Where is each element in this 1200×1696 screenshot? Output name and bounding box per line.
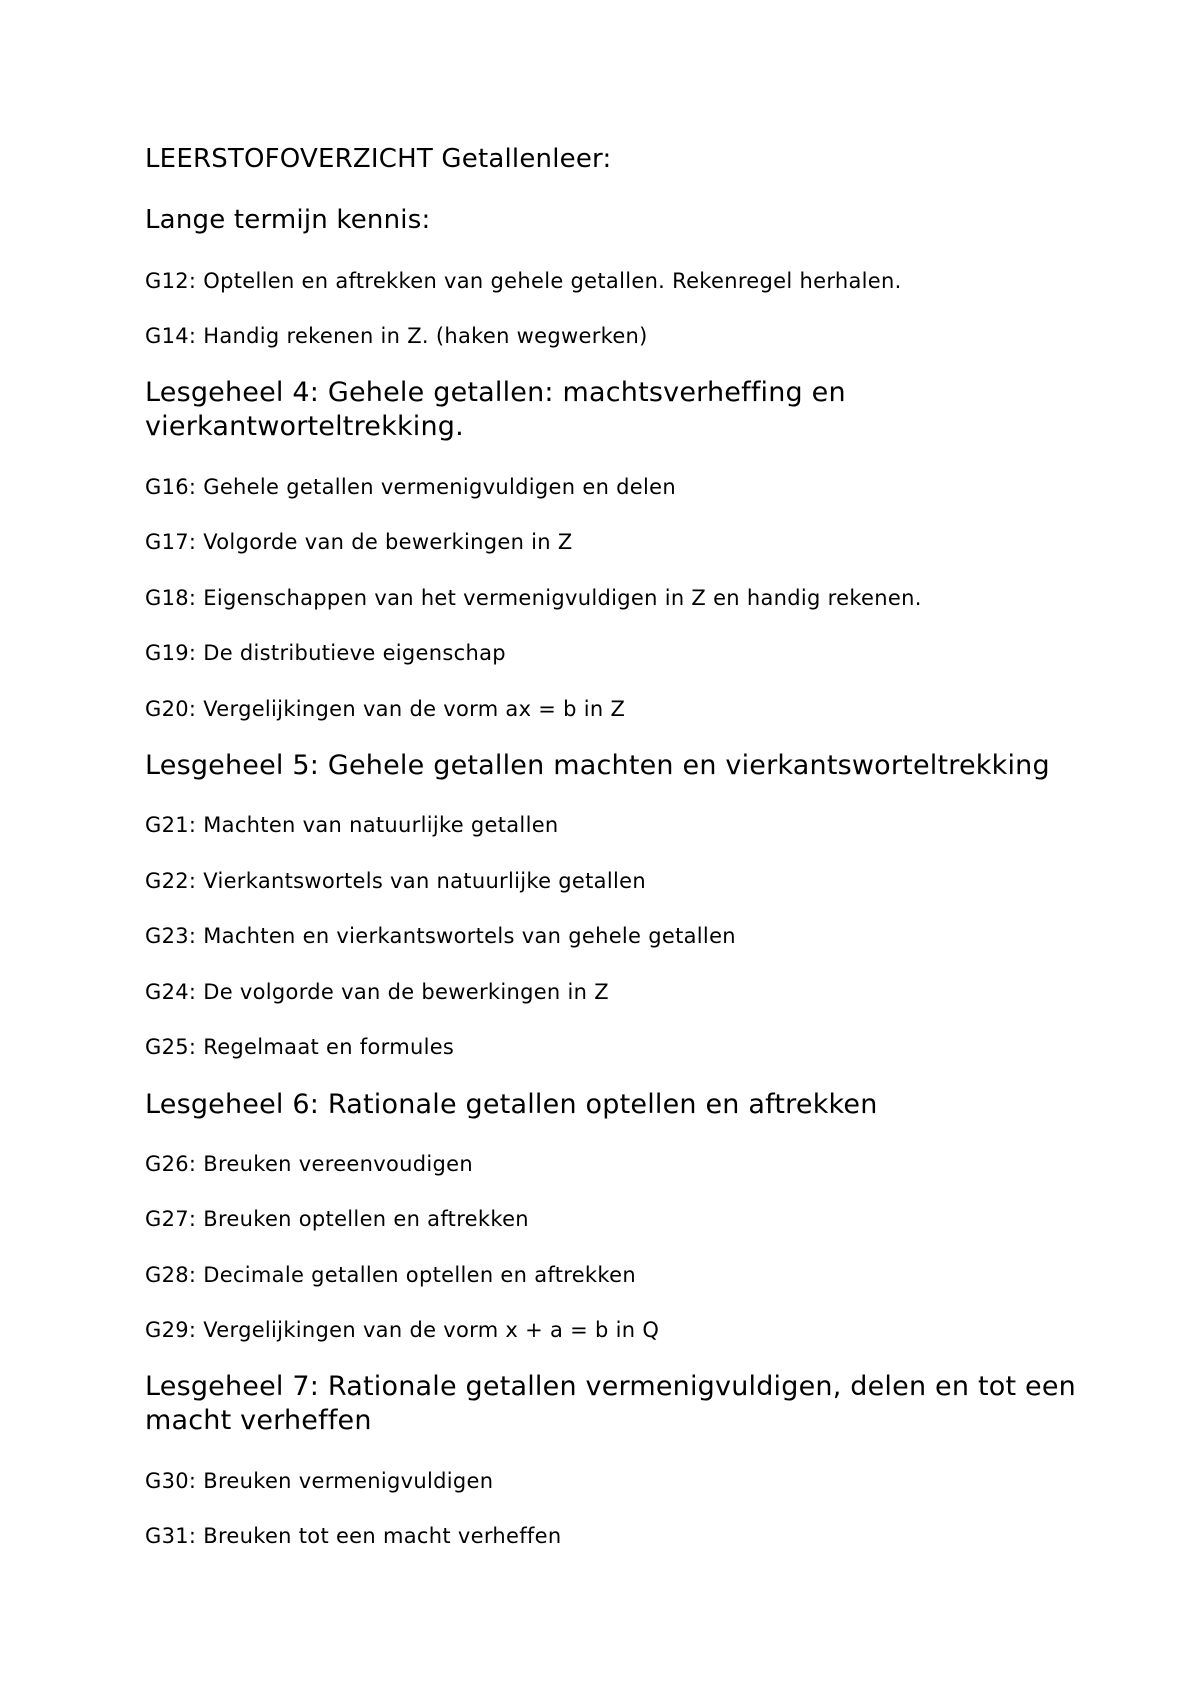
unit-heading: Lesgeheel 4: Gehele getallen: machtsverheffing en vierkantworteltrekking. xyxy=(145,377,846,442)
unit-heading: Lesgeheel 6: Rationale getallen optellen en aftrekken xyxy=(145,1089,878,1120)
topic-item: G30: Breuken vermenigvuldigen xyxy=(145,1469,494,1493)
topic-item: G27: Breuken optellen en aftrekken xyxy=(145,1207,529,1231)
topic-item: G31: Breuken tot een macht verheffen xyxy=(145,1524,562,1548)
document-title: LEERSTOFOVERZICHT Getallenleer: xyxy=(145,144,612,174)
topic-item: G21: Machten van natuurlijke getallen xyxy=(145,813,559,837)
unit-heading: Lesgeheel 7: Rationale getallen vermenigvuldigen, delen en tot een macht verheffen xyxy=(145,1371,1076,1436)
topic-item: G22: Vierkantswortels van natuurlijke getallen xyxy=(145,869,646,893)
topic-item: G23: Machten en vierkantswortels van gehele getallen xyxy=(145,924,736,948)
unit-heading: Lesgeheel 5: Gehele getallen machten en vierkantsworteltrekking xyxy=(145,750,1050,781)
topic-item: G12: Optellen en aftrekken van gehele getallen. Rekenregel herhalen. xyxy=(145,269,902,293)
topic-item: G24: De volgorde van de bewerkingen in Z xyxy=(145,980,609,1004)
topic-item: G20: Vergelijkingen van de vorm ax = b in Z xyxy=(145,697,626,721)
topic-item: G25: Regelmaat en formules xyxy=(145,1035,455,1059)
topic-item: G26: Breuken vereenvoudigen xyxy=(145,1152,473,1176)
topic-item: G17: Volgorde van de bewerkingen in Z xyxy=(145,530,573,554)
topic-item: G29: Vergelijkingen van de vorm x + a = b in Q xyxy=(145,1318,660,1342)
topic-item: G14: Handig rekenen in Z. (haken wegwerken) xyxy=(145,324,648,348)
topic-item: G16: Gehele getallen vermenigvuldigen en delen xyxy=(145,475,676,499)
topic-item: G18: Eigenschappen van het vermenigvuldigen in Z en handig rekenen. xyxy=(145,586,922,610)
topic-item: G19: De distributieve eigenschap xyxy=(145,641,506,665)
topic-item: G28: Decimale getallen optellen en aftrekken xyxy=(145,1263,636,1287)
section-subtitle-long-term: Lange termijn kennis: xyxy=(145,205,431,235)
